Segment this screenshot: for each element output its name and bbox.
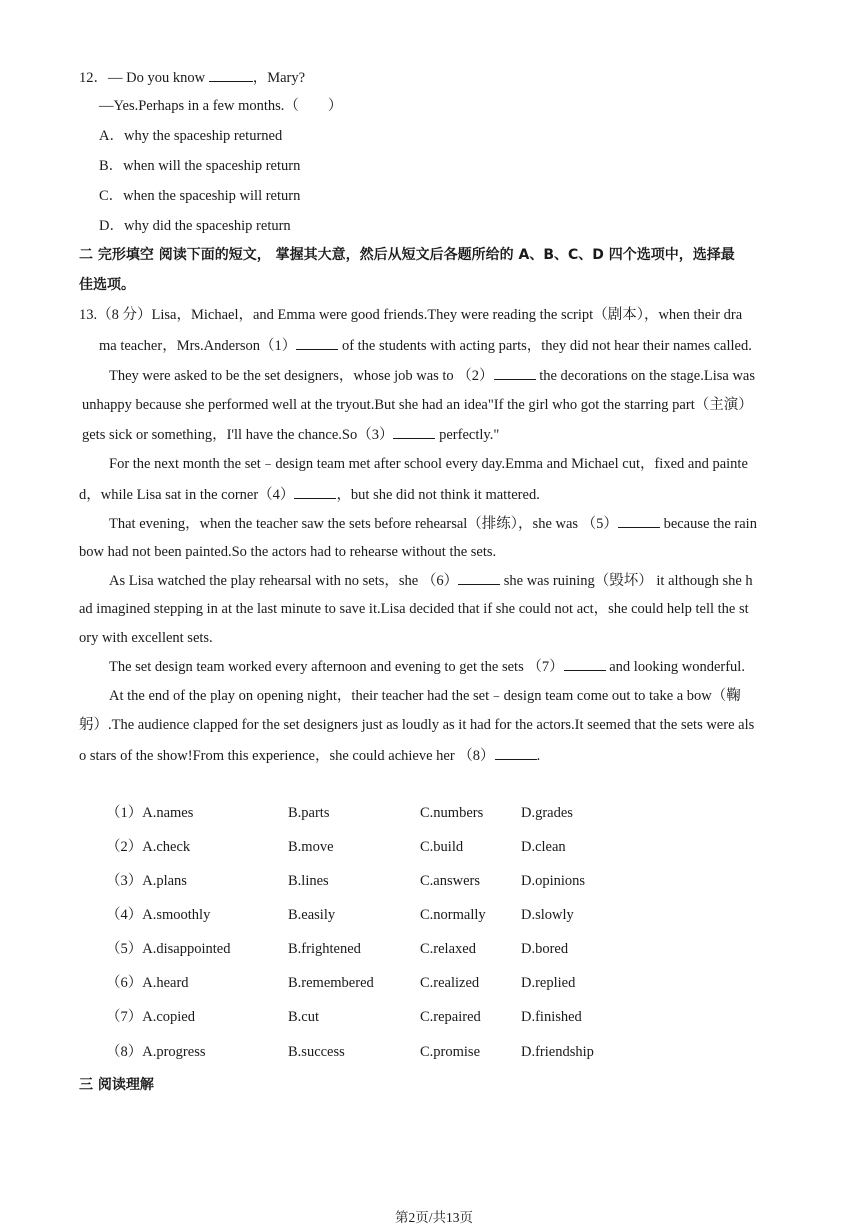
passage-line: bow had not been painted.So the actors had to rehearse without the sets. xyxy=(79,544,497,560)
choice-d: D.clean xyxy=(521,839,566,855)
choice-c: C.promise xyxy=(420,1044,481,1060)
choice-a: （2）A.check xyxy=(106,839,191,855)
passage-line: ad imagined stepping in at the last minute to save it.Lisa decided that if she could not act，she could help tell the st xyxy=(79,601,749,617)
q12-option-a: A．why the spaceship returned xyxy=(99,128,283,144)
choice-d: D.slowly xyxy=(521,907,574,923)
passage-text: As Lisa watched the play rehearsal with no sets，she （6） xyxy=(109,573,459,589)
choice-c: C.numbers xyxy=(420,805,484,821)
blank-4 xyxy=(294,484,336,499)
passage-text: ma teacher，Mrs.Anderson（1） xyxy=(99,338,297,354)
choice-b: B.success xyxy=(288,1044,345,1060)
answer-blank xyxy=(209,67,253,82)
section2-heading: 二 完形填空 阅读下面的短文， 掌握其大意，然后从短文后各题所给的 A、B、C、D 四个选项中，选择最 xyxy=(79,247,735,263)
choice-a: （5）A.disappointed xyxy=(106,941,231,957)
passage-text: ，but she did not think it mattered. xyxy=(336,487,540,503)
blank-1 xyxy=(296,335,338,350)
passage-line xyxy=(82,424,499,445)
passage-line xyxy=(109,570,753,591)
choice-d: D.friendship xyxy=(521,1044,594,1060)
choice-c: C.normally xyxy=(420,907,486,923)
passage-line xyxy=(109,513,757,534)
choice-b: B.lines xyxy=(288,873,329,889)
choice-b: B.parts xyxy=(288,805,330,821)
choice-c: C.answers xyxy=(420,873,481,889)
passage-text: perfectly." xyxy=(435,427,500,443)
passage-text: That evening，when the teacher saw the sets before rehearsal（排练），she was （5） xyxy=(109,516,618,532)
passage-line: unhappy because she performed well at the tryout.But she had an idea"If the girl who got the starring part（主演） xyxy=(82,397,753,413)
page-number: 第2页/共13页 xyxy=(394,1210,473,1225)
choice-c: C.realized xyxy=(420,975,480,991)
choice-b: B.move xyxy=(288,839,334,855)
blank-5 xyxy=(618,513,660,528)
choice-b: B.cut xyxy=(288,1009,320,1025)
blank-8 xyxy=(495,745,537,760)
choice-a: （6）A.heard xyxy=(106,975,189,991)
passage-text: o stars of the show!From this experience，she could achieve her （8） xyxy=(79,748,495,764)
q12-response: —Yes.Perhaps in a few months.（ ） xyxy=(99,98,343,114)
choice-a: （1）A.names xyxy=(106,805,194,821)
passage-text: of the students with acting parts，they did not hear their names called. xyxy=(338,338,752,354)
choice-a: （4）A.smoothly xyxy=(106,907,211,923)
passage-line xyxy=(99,335,752,356)
choice-d: D.finished xyxy=(521,1009,582,1025)
choice-a: （7）A.copied xyxy=(106,1009,195,1025)
passage-text: the decorations on the stage.Lisa was xyxy=(535,368,756,384)
choice-b: B.easily xyxy=(288,907,336,923)
choice-a: （3）A.plans xyxy=(106,873,187,889)
blank-2 xyxy=(494,365,536,380)
passage-line xyxy=(79,484,540,505)
passage-line: For the next month the set﹣design team met after school every day.Emma and Michael cut，fixed and painte xyxy=(109,456,748,472)
section3-heading: 三 阅读理解 xyxy=(79,1077,154,1093)
choice-c: C.relaxed xyxy=(420,941,476,957)
blank-6 xyxy=(458,570,500,585)
passage-line xyxy=(109,656,745,677)
choice-a: （8）A.progress xyxy=(106,1044,206,1060)
q12-stem-text: 12．— Do you know xyxy=(79,70,209,86)
choice-d: D.opinions xyxy=(521,873,586,889)
q12-option-b: B．when will the spaceship return xyxy=(99,158,301,174)
q12-stem xyxy=(79,67,305,88)
passage-text: she was ruining（毁坏） it although she h xyxy=(500,573,753,589)
choice-b: B.frightened xyxy=(288,941,361,957)
q12-option-d: D．why did the spaceship return xyxy=(99,218,291,234)
choice-b: B.remembered xyxy=(288,975,374,991)
passage-text: gets sick or something，I'll have the chance.So（3） xyxy=(82,427,394,443)
passage-text: . xyxy=(536,748,541,764)
choice-d: D.bored xyxy=(521,941,569,957)
passage-text: They were asked to be the set designers，whose job was to （2） xyxy=(109,368,494,384)
blank-7 xyxy=(564,656,606,671)
passage-line: 13.（8 分）Lisa，Michael，and Emma were good friends.They were reading the script（剧本），when their dra xyxy=(79,307,743,323)
choice-c: C.build xyxy=(420,839,464,855)
passage-text: because the rain xyxy=(659,516,757,532)
blank-3 xyxy=(393,424,435,439)
choice-c: C.repaired xyxy=(420,1009,481,1025)
q12-option-c: C．when the spaceship will return xyxy=(99,188,301,204)
choice-d: D.grades xyxy=(521,805,573,821)
section2-heading-cont: 佳选项。 xyxy=(79,277,135,293)
passage-line xyxy=(79,745,540,766)
passage-line: ory with excellent sets. xyxy=(79,630,213,646)
passage-text: and looking wonderful. xyxy=(605,659,745,675)
passage-text: The set design team worked every afternoon and evening to get the sets （7） xyxy=(109,659,564,675)
passage-line xyxy=(109,365,755,386)
choice-d: D.replied xyxy=(521,975,576,991)
passage-text: d，while Lisa sat in the corner（4） xyxy=(79,487,295,503)
passage-line: At the end of the play on opening night，their teacher had the set﹣design team come out to take a bow（鞠 xyxy=(109,688,741,704)
passage-line: 躬）.The audience clapped for the set designers just as loudly as it had for the actors.It seemed that the sets were als xyxy=(79,717,755,733)
q12-stem-text-end: ，Mary? xyxy=(252,70,306,86)
